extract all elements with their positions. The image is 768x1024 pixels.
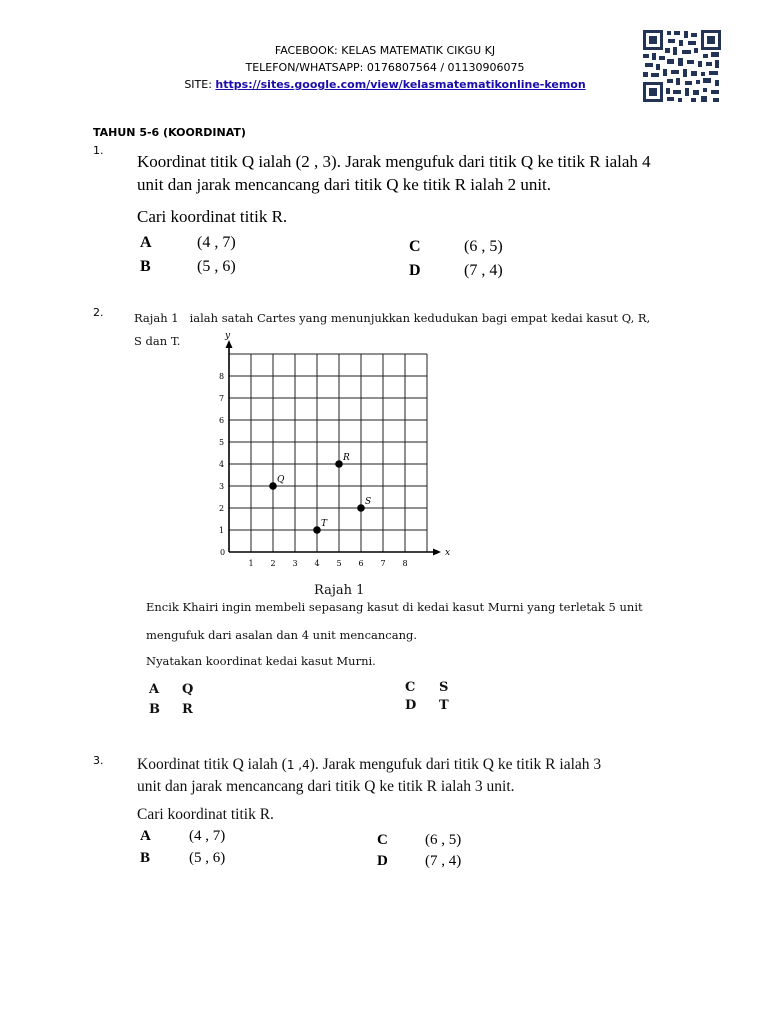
point-R — [335, 460, 343, 468]
q2-intro-line-1 — [134, 311, 734, 325]
point-label-Q: Q — [277, 475, 285, 485]
q2-option-d-letter[interactable]: D — [405, 698, 417, 713]
q2-option-d-value: T — [439, 698, 449, 713]
site-link[interactable]: https://sites.google.com/view/kelasmatematikonline-kemon — [215, 78, 586, 91]
q3-option-b-value: (5 , 6) — [189, 850, 226, 866]
q1-option-c-letter[interactable]: C — [409, 238, 421, 255]
q1-text — [137, 150, 737, 228]
header-site — [150, 78, 620, 91]
point-T — [313, 526, 321, 534]
y-tick-label: 2 — [219, 504, 225, 513]
q2-option-a-letter[interactable]: A — [149, 682, 160, 697]
x-tick-label: 1 — [248, 559, 254, 568]
header-phone: TELEFON/WHATSAPP: 0176807564 / 01130906075 — [245, 61, 525, 74]
x-tick-label: 0 — [220, 548, 226, 557]
q1-line-2: unit dan jarak mencancang dari titik Q ke titik R ialah 2 unit. — [137, 175, 552, 194]
point-label-R: R — [343, 453, 350, 463]
point-S — [357, 504, 365, 512]
x-tick-label: 3 — [292, 559, 298, 568]
y-tick-label: 8 — [219, 372, 225, 381]
q3-option-a-letter[interactable]: A — [140, 828, 151, 844]
x-tick-label: 2 — [270, 559, 276, 568]
q1-option-d-value: (7 , 4) — [464, 262, 503, 279]
q2-option-a-value: Q — [182, 682, 194, 697]
q1-line-3: Cari koordinat titik R. — [137, 207, 288, 226]
q1-line-1: Koordinat titik Q ialah (2 , 3). Jarak mengufuk dari titik Q ke titik R ialah 4 — [137, 152, 651, 171]
x-axis-arrow-icon — [433, 549, 441, 556]
q2-number: 2. — [93, 306, 104, 319]
y-tick-label: 4 — [219, 460, 225, 469]
x-tick-label: 4 — [314, 559, 320, 568]
x-tick-label: 6 — [358, 559, 364, 568]
q2-line-3: Nyatakan koordinat kedai kasut Murni. — [146, 654, 376, 668]
q2-option-c-value: S — [439, 680, 449, 695]
q1-option-d-letter[interactable]: D — [409, 262, 421, 279]
qr-code-icon[interactable] — [641, 28, 723, 104]
q3-coordinate: 1 ,4 — [286, 758, 310, 772]
q3-option-d-letter[interactable]: D — [377, 853, 388, 869]
point-label-S: S — [365, 497, 372, 507]
q3-line-1 — [137, 754, 737, 776]
y-tick-label: 5 — [219, 438, 225, 447]
q1-number: 1. — [93, 144, 104, 157]
q2-intro-line-2: S dan T. — [134, 334, 181, 348]
q3-option-c-letter[interactable]: C — [377, 832, 388, 848]
q3-option-a-value: (4 , 7) — [189, 828, 226, 844]
q1-option-c-value: (6 , 5) — [464, 238, 503, 255]
y-axis-label: y — [225, 331, 231, 341]
q3-option-d-value: (7 , 4) — [425, 853, 462, 869]
q2-line-1: Encik Khairi ingin membeli sepasang kasut di kedai kasut Murni yang terletak 5 unit — [146, 600, 643, 614]
q1-option-a-value: (4 , 7) — [197, 234, 236, 251]
q3-line-1-start: Koordinat titik Q ialah ( — [137, 756, 287, 773]
site-label: SITE: — [184, 78, 216, 91]
y-tick-label: 6 — [219, 416, 225, 425]
q2-option-b-letter[interactable]: B — [149, 702, 160, 717]
x-tick-label: 5 — [336, 559, 342, 568]
y-tick-label: 3 — [219, 482, 225, 491]
q3-line-3: Cari koordinat titik R. — [137, 806, 274, 823]
q1-option-a-letter[interactable]: A — [140, 234, 152, 251]
header-facebook: FACEBOOK: KELAS MATEMATIK CIKGU KJ — [274, 44, 496, 57]
point-Q — [269, 482, 277, 490]
x-axis-label: x — [445, 548, 451, 558]
cartesian-plane — [200, 331, 470, 576]
q1-option-b-value: (5 , 6) — [197, 258, 236, 275]
section-title: TAHUN 5-6 (KOORDINAT) — [93, 126, 246, 139]
q2-intro-figure-ref: Rajah 1 — [134, 311, 179, 325]
q1-option-b-letter[interactable]: B — [140, 258, 151, 275]
q3-option-b-letter[interactable]: B — [140, 850, 151, 866]
y-tick-label: 1 — [219, 526, 225, 535]
q2-intro-text: ialah satah Cartes yang menunjukkan kedudukan bagi empat kedai kasut Q, R, — [189, 311, 651, 325]
q3-number: 3. — [93, 754, 104, 767]
q2-caption: Rajah 1 — [314, 583, 365, 598]
q3-line-1-end: ). Jarak mengufuk dari titik Q ke titik R ialah 3 — [309, 756, 602, 773]
x-tick-label: 8 — [402, 559, 408, 568]
y-tick-label: 7 — [219, 394, 225, 403]
q2-line-2: mengufuk dari asalan dan 4 unit mencancang. — [146, 628, 417, 642]
q2-option-b-value: R — [182, 702, 193, 717]
q3-option-c-value: (6 , 5) — [425, 832, 462, 848]
y-axis-arrow-icon — [226, 340, 233, 348]
q3-line-2: unit dan jarak mencancang dari titik Q ke titik R ialah 3 unit. — [137, 778, 515, 795]
q3-text — [137, 754, 737, 826]
q2-option-c-letter[interactable]: C — [405, 680, 416, 695]
point-label-T: T — [321, 519, 328, 529]
x-tick-label: 7 — [380, 559, 386, 568]
